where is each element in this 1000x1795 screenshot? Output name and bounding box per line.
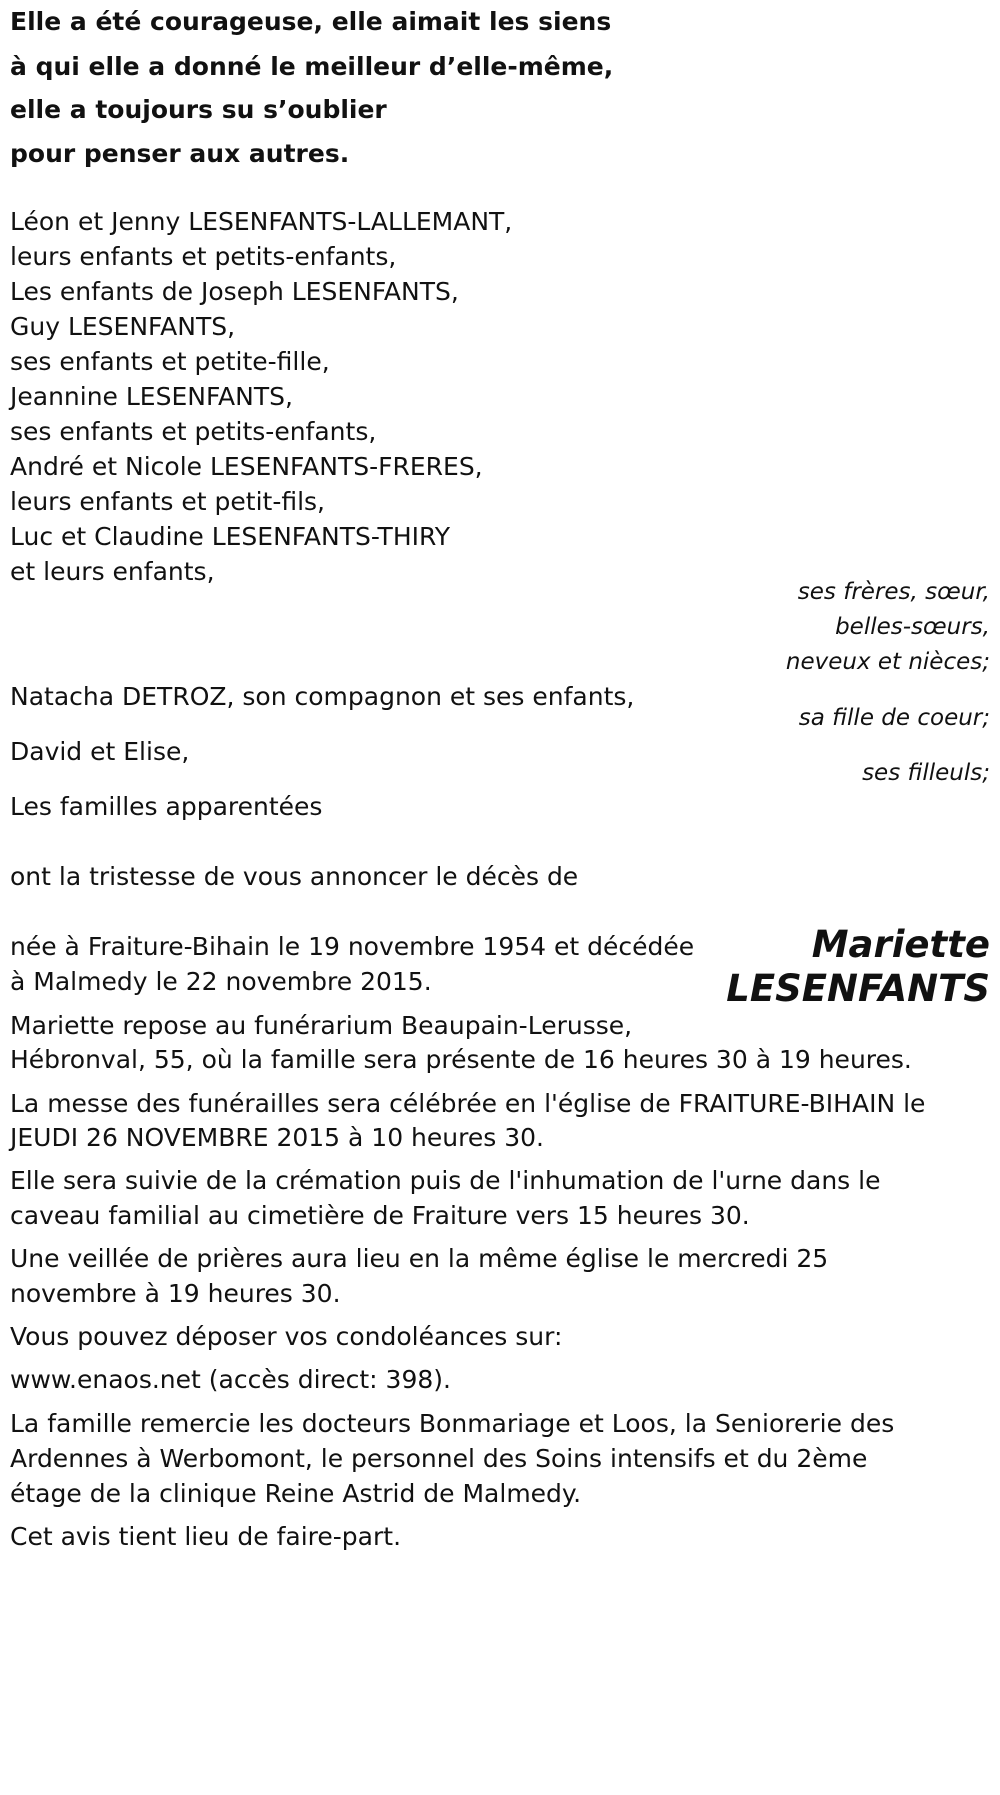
companion-line: Natacha DETROZ, son compagnon et ses enfants, <box>10 682 635 711</box>
relation-godchildren: ses filleuls; <box>862 760 990 786</box>
relation-siblings: ses frères, sœur, <box>797 579 990 605</box>
announcement: ont la tristesse de vous annoncer le décès de <box>10 862 579 891</box>
detail-line: novembre à 19 heures 30. <box>10 1279 341 1308</box>
birth-line: née à Fraiture-Bihain le 19 novembre 1954 et décédée <box>10 932 695 961</box>
detail-line: La famille remercie les docteurs Bonmariage et Loos, la Seniorerie des <box>10 1409 895 1438</box>
condolences-url: www.enaos.net (accès direct: 398). <box>10 1365 451 1394</box>
relation-siblings: belles-sœurs, <box>835 614 990 640</box>
closing-line: Cet avis tient lieu de faire-part. <box>10 1522 402 1551</box>
detail-line: JEUDI 26 NOVEMBRE 2015 à 10 heures 30. <box>10 1123 544 1152</box>
family-line: Les enfants de Joseph LESENFANTS, <box>10 277 459 306</box>
family-line: et leurs enfants, <box>10 557 215 586</box>
relation-siblings: neveux et nièces; <box>785 649 990 675</box>
epitaph-line: à qui elle a donné le meilleur d’elle-même, <box>10 52 614 81</box>
family-line: leurs enfants et petit-fils, <box>10 487 326 516</box>
family-line: ses enfants et petits-enfants, <box>10 417 377 446</box>
detail-line: Ardennes à Werbomont, le personnel des Soins intensifs et du 2ème <box>10 1444 868 1473</box>
epitaph-line: pour penser aux autres. <box>10 139 350 168</box>
detail-line: La messe des funérailles sera célébrée en l'église de FRAITURE-BIHAIN le <box>10 1089 926 1118</box>
detail-line: Hébronval, 55, où la famille sera présente de 16 heures 30 à 19 heures. <box>10 1045 912 1074</box>
family-line: Léon et Jenny LESENFANTS-LALLEMANT, <box>10 207 513 236</box>
epitaph-line: elle a toujours su s’oublier <box>10 95 387 124</box>
detail-line: Mariette repose au funérarium Beaupain-Lerusse, <box>10 1011 633 1040</box>
family-line: Guy LESENFANTS, <box>10 312 236 341</box>
detail-line: Vous pouvez déposer vos condoléances sur: <box>10 1322 563 1351</box>
relation-companion: sa fille de coeur; <box>798 705 990 731</box>
detail-line: étage de la clinique Reine Astrid de Malmedy. <box>10 1479 582 1508</box>
family-line: ses enfants et petite-fille, <box>10 347 330 376</box>
detail-line: caveau familial au cimetière de Fraiture vers 15 heures 30. <box>10 1201 750 1230</box>
epitaph-line: Elle a été courageuse, elle aimait les siens <box>10 7 612 36</box>
deceased-first-name: Mariette <box>811 923 990 966</box>
detail-line: Elle sera suivie de la crémation puis de l'inhumation de l'urne dans le <box>10 1166 881 1195</box>
death-line: à Malmedy le 22 novembre 2015. <box>10 967 432 996</box>
detail-line: Une veillée de prières aura lieu en la même église le mercredi 25 <box>10 1244 829 1273</box>
family-line: leurs enfants et petits-enfants, <box>10 242 397 271</box>
family-line: Luc et Claudine LESENFANTS-THIRY <box>10 522 451 551</box>
deceased-last-name: LESENFANTS <box>726 967 990 1010</box>
godchildren-line: David et Elise, <box>10 737 190 766</box>
families-line: Les familles apparentées <box>10 792 323 821</box>
family-line: André et Nicole LESENFANTS-FRERES, <box>10 452 483 481</box>
family-line: Jeannine LESENFANTS, <box>10 382 293 411</box>
